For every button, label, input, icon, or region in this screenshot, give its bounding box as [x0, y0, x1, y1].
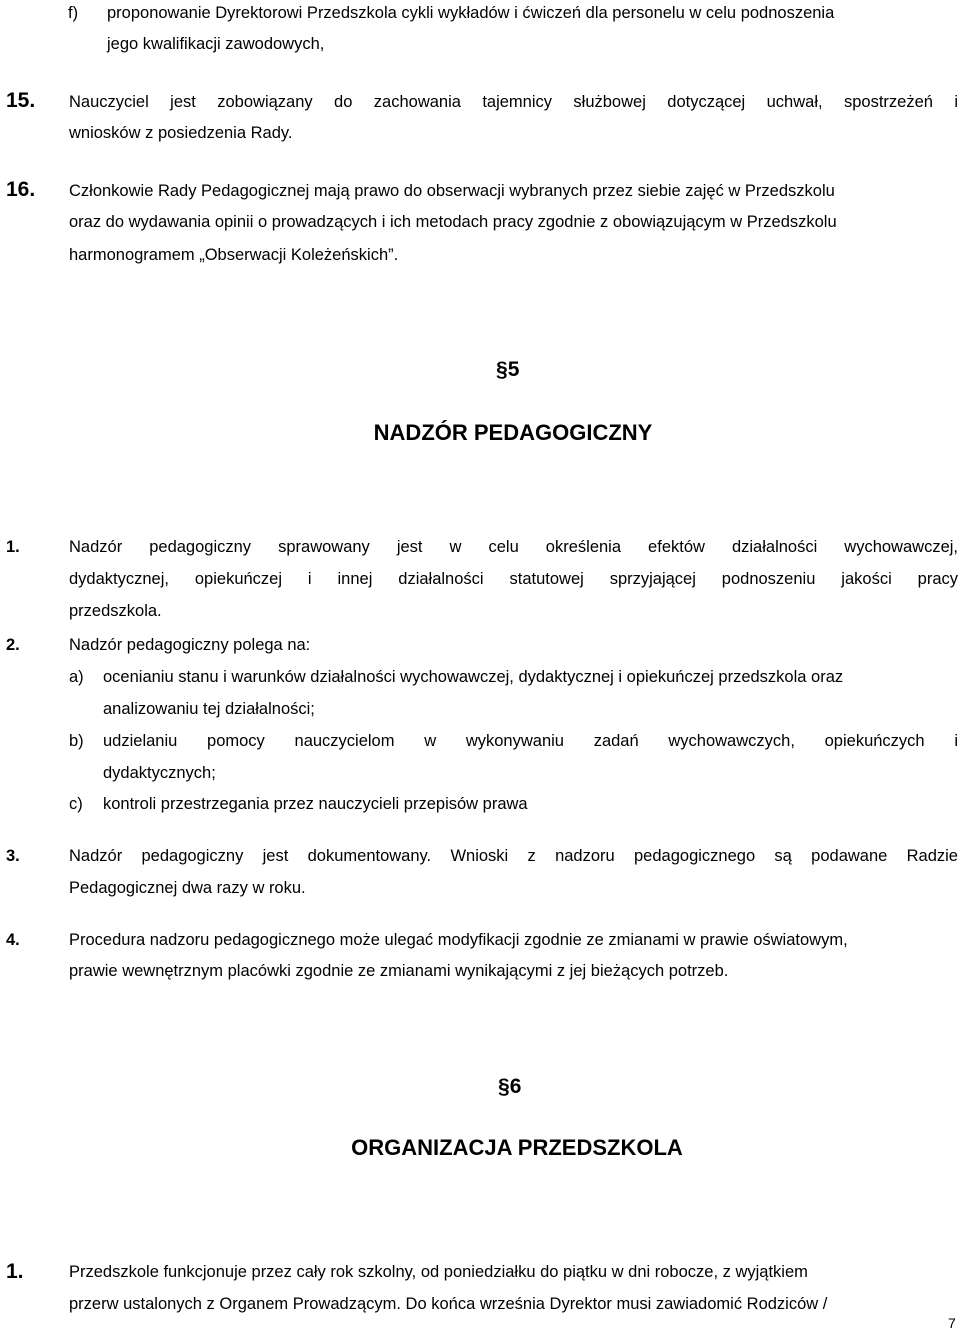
item-15-line1: Nauczyciel jest zobowiązany do zachowania tajemnicy służbowej dotyczącej uchwał, spostrzeżeń i [69, 93, 958, 111]
item-16-line1: Członkowie Rady Pedagogicznej mają prawo do obserwacji wybranych przez siebie zajęć w Przedszkolu [69, 182, 835, 200]
s5-item4-line2: prawie wewnętrznym placówki zgodnie ze zmianami wynikającymi z jej bieżących potrzeb. [69, 962, 729, 980]
item-number: 16. [6, 178, 36, 201]
item-16-line3: harmonogramem „Obserwacji Koleżeńskich”. [69, 246, 399, 264]
item-16-line2: oraz do wydawania opinii o prowadzących i ich metodach pracy zgodnie z obowiązującym w Przedszkolu [69, 213, 837, 231]
item-number: 1. [6, 1260, 24, 1283]
s5-item1-line3: przedszkola. [69, 602, 162, 620]
s6-item1-line2: przerw ustalonych z Organem Prowadzącym. Do końca września Dyrektor musi zawiadomić Rodziców / [69, 1295, 828, 1313]
item-number: 4. [6, 931, 20, 949]
list-marker: a) [69, 668, 84, 686]
list-marker: b) [69, 732, 84, 750]
list-marker: c) [69, 795, 83, 813]
paragraph-sign: § [496, 358, 508, 381]
section-5-number [496, 358, 519, 382]
s5-item2-a-line1: ocenianiu stanu i warunków działalności wychowawczej, dydaktycznej i opiekuńczej przedszkola oraz [103, 668, 844, 686]
section-6-title: ORGANIZACJA PRZEDSZKOLA [351, 1135, 683, 1160]
page-number: 7 [948, 1315, 956, 1331]
s5-item2-intro: Nadzór pedagogiczny polega na: [69, 636, 311, 654]
s6-item1-line1: Przedszkole funkcjonuje przez cały rok szkolny, od poniedziałku do piątku w dni robocze, z wyjątkiem [69, 1263, 808, 1281]
item-f-line1: proponowanie Dyrektorowi Przedszkola cykli wykładów i ćwiczeń dla personelu w celu podnoszenia [107, 4, 835, 22]
s5-item3-line1: Nadzór pedagogiczny jest dokumentowany. Wnioski z nadzoru pedagogicznego są podawane Radzie [69, 847, 958, 865]
s5-item3-line2: Pedagogicznej dwa razy w roku. [69, 879, 306, 897]
paragraph-sign: § [498, 1075, 510, 1098]
s5-item2-b-line2: dydaktycznych; [103, 764, 216, 782]
s5-item1-line1: Nadzór pedagogiczny sprawowany jest w celu określenia efektów działalności wychowawczej, [69, 538, 958, 556]
list-marker: f) [68, 4, 79, 22]
section-number: 5 [507, 358, 520, 381]
item-number: 15. [6, 89, 36, 112]
item-number: 1. [6, 538, 20, 556]
section-number: 6 [509, 1075, 522, 1098]
item-f-line2: jego kwalifikacji zawodowych, [107, 35, 325, 53]
item-number: 2. [6, 636, 20, 654]
s5-item2-c-line1: kontroli przestrzegania przez nauczycieli przepisów prawa [103, 795, 528, 813]
s5-item4-line1: Procedura nadzoru pedagogicznego może ulegać modyfikacji zgodnie ze zmianami w prawie oświatowym, [69, 931, 848, 949]
section-6-number [498, 1075, 521, 1099]
item-number: 3. [6, 847, 20, 865]
section-5-title: NADZÓR PEDAGOGICZNY [373, 420, 653, 445]
s5-item2-a-line2: analizowaniu tej działalności; [103, 700, 315, 718]
s5-item1-line2: dydaktycznej, opiekuńczej i innej działalności statutowej sprzyjającej podnoszeniu jakości pracy [69, 570, 958, 588]
item-15-line2: wniosków z posiedzenia Rady. [69, 124, 293, 142]
s5-item2-b-line1: udzielaniu pomocy nauczycielom w wykonywaniu zadań wychowawczych, opiekuńczych i [103, 732, 958, 750]
